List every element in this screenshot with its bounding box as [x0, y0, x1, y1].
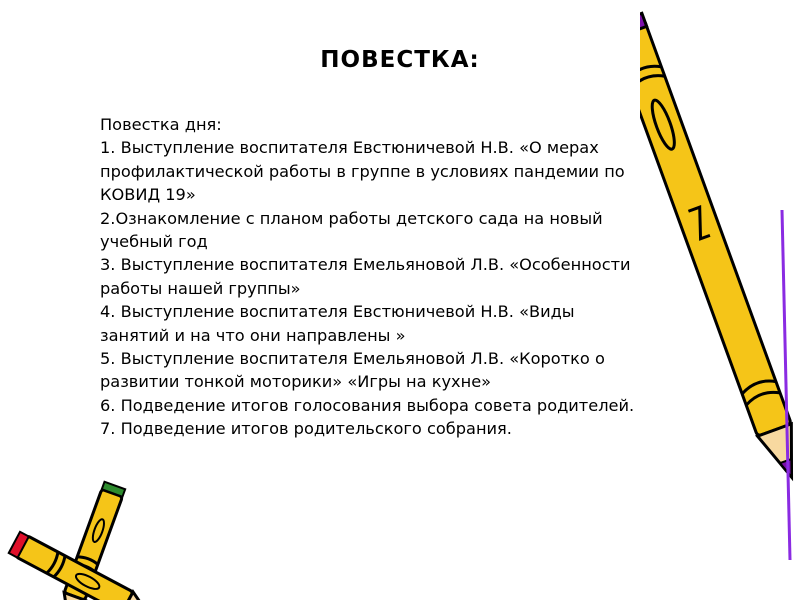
- agenda-line: профилактической работы в группе в условиях пандемии по: [100, 161, 625, 181]
- agenda-line: занятий и на что они направлены »: [100, 325, 406, 345]
- agenda-line: Повестка дня:: [100, 115, 222, 134]
- crayon-group: [0, 480, 170, 600]
- agenda-line: 1. Выступление воспитателя Евстюничевой Н.В. «О мерах: [100, 138, 599, 158]
- agenda-line: 4. Выступление воспитателя Евстюничевой Н.В. «Виды: [100, 302, 575, 322]
- agenda-line: 5. Выступление воспитателя Емельяновой Л.В. «Коротко о: [100, 349, 605, 369]
- agenda-line: работы нашей группы»: [100, 278, 301, 298]
- yellow-crayon-icon: [640, 0, 800, 600]
- agenda-line: КОВИД 19»: [100, 185, 196, 205]
- agenda-line: 2.Ознакомление с планом работы детского сада на новый: [100, 208, 603, 228]
- agenda-line: развитии тонкой моторики» «Игры на кухне»: [100, 372, 492, 392]
- agenda-text: [100, 113, 710, 441]
- agenda-line: учебный год: [100, 232, 208, 252]
- agenda-line: 7. Подведение итогов родительского собрания.: [100, 419, 512, 439]
- slide-title: ПОВЕСТКА:: [320, 47, 480, 73]
- agenda-line: 3. Выступление воспитателя Емельяновой Л.В. «Особенности: [100, 255, 631, 275]
- agenda-line: 6. Подведение итогов голосования выбора совета родителей.: [100, 395, 635, 415]
